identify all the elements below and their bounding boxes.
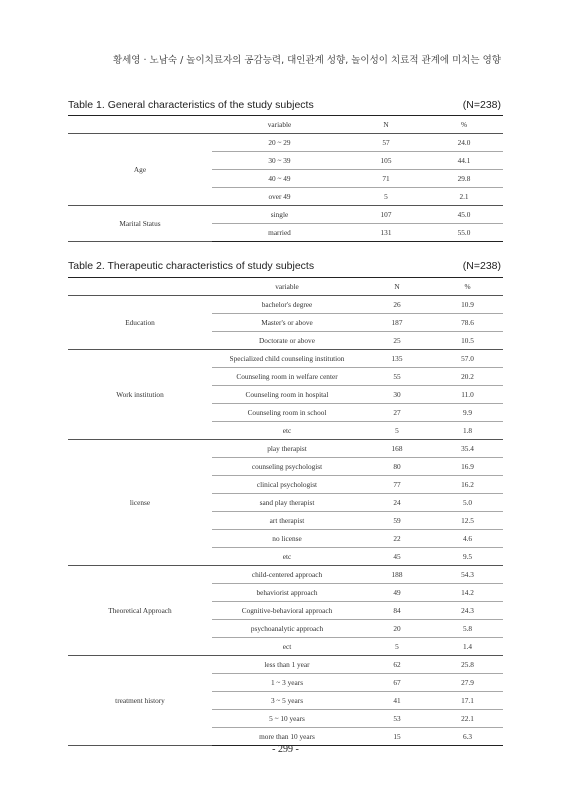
variable-cell: Doctorate or above xyxy=(212,332,362,350)
percent-cell: 2.1 xyxy=(425,188,503,206)
percent-cell: 10.5 xyxy=(432,332,503,350)
variable-cell: behaviorist approach xyxy=(212,584,362,602)
group-label: Work institution xyxy=(68,350,212,440)
count-cell: 5 xyxy=(362,422,432,440)
percent-cell: 9.9 xyxy=(432,404,503,422)
variable-cell: 40 ~ 49 xyxy=(212,170,347,188)
table1-header-row xyxy=(68,116,503,134)
table-row xyxy=(68,350,503,368)
count-cell: 53 xyxy=(362,710,432,728)
count-cell: 131 xyxy=(347,224,425,242)
percent-cell: 29.8 xyxy=(425,170,503,188)
variable-cell: Cognitive-behavioral approach xyxy=(212,602,362,620)
count-cell: 20 xyxy=(362,620,432,638)
percent-cell: 17.1 xyxy=(432,692,503,710)
count-cell: 30 xyxy=(362,386,432,404)
count-cell: 49 xyxy=(362,584,432,602)
percent-cell: 25.8 xyxy=(432,656,503,674)
table2-header-blank xyxy=(68,278,212,296)
percent-cell: 16.2 xyxy=(432,476,503,494)
count-cell: 168 xyxy=(362,440,432,458)
percent-cell: 1.4 xyxy=(432,638,503,656)
table1-header-pct: % xyxy=(425,116,503,134)
running-header: 황세영 · 노남숙 / 놀이치료자의 공감능력, 대인관계 성향, 놀이성이 치료적 관계에 미치는 영향 xyxy=(112,55,501,66)
table2-caption-text: Table 2. Therapeutic characteristics of study subjects xyxy=(68,260,315,272)
variable-cell: 3 ~ 5 years xyxy=(212,692,362,710)
variable-cell: Master's or above xyxy=(212,314,362,332)
table1-caption xyxy=(68,99,501,111)
variable-cell: 5 ~ 10 years xyxy=(212,710,362,728)
variable-cell: 20 ~ 29 xyxy=(212,134,347,152)
variable-cell: ect xyxy=(212,638,362,656)
percent-cell: 20.2 xyxy=(432,368,503,386)
table-row xyxy=(68,656,503,674)
count-cell: 41 xyxy=(362,692,432,710)
percent-cell: 35.4 xyxy=(432,440,503,458)
table-row xyxy=(68,134,503,152)
group-label: Marital Status xyxy=(68,206,212,242)
percent-cell: 10.9 xyxy=(432,296,503,314)
table-row xyxy=(68,296,503,314)
variable-cell: Counseling room in school xyxy=(212,404,362,422)
table2-header-n: N xyxy=(362,278,432,296)
table2-header-pct: % xyxy=(432,278,503,296)
table1-header-n: N xyxy=(347,116,425,134)
variable-cell: 30 ~ 39 xyxy=(212,152,347,170)
percent-cell: 4.6 xyxy=(432,530,503,548)
percent-cell: 27.9 xyxy=(432,674,503,692)
page-number: - 299 - xyxy=(272,744,299,755)
count-cell: 25 xyxy=(362,332,432,350)
group-label: Theoretical Approach xyxy=(68,566,212,656)
group-label: treatment history xyxy=(68,656,212,746)
variable-cell: no license xyxy=(212,530,362,548)
count-cell: 188 xyxy=(362,566,432,584)
percent-cell: 54.3 xyxy=(432,566,503,584)
variable-cell: less than 1 year xyxy=(212,656,362,674)
variable-cell: art therapist xyxy=(212,512,362,530)
percent-cell: 5.0 xyxy=(432,494,503,512)
percent-cell: 55.0 xyxy=(425,224,503,242)
table1-header-blank xyxy=(68,116,212,134)
percent-cell: 24.0 xyxy=(425,134,503,152)
count-cell: 26 xyxy=(362,296,432,314)
variable-cell: child-centered approach xyxy=(212,566,362,584)
count-cell: 59 xyxy=(362,512,432,530)
table2-sample-size: (N=238) xyxy=(462,260,501,272)
table-row xyxy=(68,206,503,224)
table1 xyxy=(68,115,503,242)
percent-cell: 14.2 xyxy=(432,584,503,602)
table-row xyxy=(68,566,503,584)
variable-cell: counseling psychologist xyxy=(212,458,362,476)
count-cell: 77 xyxy=(362,476,432,494)
variable-cell: over 49 xyxy=(212,188,347,206)
count-cell: 55 xyxy=(362,368,432,386)
table-row xyxy=(68,440,503,458)
table2-header-row xyxy=(68,278,503,296)
variable-cell: bachelor's degree xyxy=(212,296,362,314)
percent-cell: 57.0 xyxy=(432,350,503,368)
variable-cell: single xyxy=(212,206,347,224)
variable-cell: psychoanalytic approach xyxy=(212,620,362,638)
count-cell: 84 xyxy=(362,602,432,620)
count-cell: 135 xyxy=(362,350,432,368)
count-cell: 187 xyxy=(362,314,432,332)
percent-cell: 24.3 xyxy=(432,602,503,620)
count-cell: 27 xyxy=(362,404,432,422)
variable-cell: married xyxy=(212,224,347,242)
count-cell: 107 xyxy=(347,206,425,224)
percent-cell: 45.0 xyxy=(425,206,503,224)
variable-cell: etc xyxy=(212,422,362,440)
count-cell: 45 xyxy=(362,548,432,566)
variable-cell: play therapist xyxy=(212,440,362,458)
percent-cell: 9.5 xyxy=(432,548,503,566)
variable-cell: Specialized child counseling institution xyxy=(212,350,362,368)
variable-cell: etc xyxy=(212,548,362,566)
count-cell: 5 xyxy=(362,638,432,656)
count-cell: 80 xyxy=(362,458,432,476)
group-label: license xyxy=(68,440,212,566)
percent-cell: 22.1 xyxy=(432,710,503,728)
variable-cell: Counseling room in hospital xyxy=(212,386,362,404)
table2-header-variable: variable xyxy=(212,278,362,296)
percent-cell: 44.1 xyxy=(425,152,503,170)
percent-cell: 16.9 xyxy=(432,458,503,476)
table1-caption-text: Table 1. General characteristics of the study subjects xyxy=(68,99,314,111)
percent-cell: 5.8 xyxy=(432,620,503,638)
table2-caption xyxy=(68,260,501,272)
variable-cell: clinical psychologist xyxy=(212,476,362,494)
count-cell: 22 xyxy=(362,530,432,548)
variable-cell: sand play therapist xyxy=(212,494,362,512)
count-cell: 5 xyxy=(347,188,425,206)
percent-cell: 12.5 xyxy=(432,512,503,530)
group-label: Age xyxy=(68,134,212,206)
percent-cell: 78.6 xyxy=(432,314,503,332)
table1-sample-size: (N=238) xyxy=(462,99,501,111)
count-cell: 71 xyxy=(347,170,425,188)
percent-cell: 11.0 xyxy=(432,386,503,404)
count-cell: 57 xyxy=(347,134,425,152)
group-label: Education xyxy=(68,296,212,350)
table2 xyxy=(68,277,503,746)
count-cell: 62 xyxy=(362,656,432,674)
variable-cell: more than 10 years xyxy=(212,728,362,746)
count-cell: 67 xyxy=(362,674,432,692)
count-cell: 15 xyxy=(362,728,432,746)
variable-cell: 1 ~ 3 years xyxy=(212,674,362,692)
percent-cell: 1.8 xyxy=(432,422,503,440)
variable-cell: Counseling room in welfare center xyxy=(212,368,362,386)
percent-cell: 6.3 xyxy=(432,728,503,746)
count-cell: 24 xyxy=(362,494,432,512)
table1-header-variable: variable xyxy=(212,116,347,134)
count-cell: 105 xyxy=(347,152,425,170)
